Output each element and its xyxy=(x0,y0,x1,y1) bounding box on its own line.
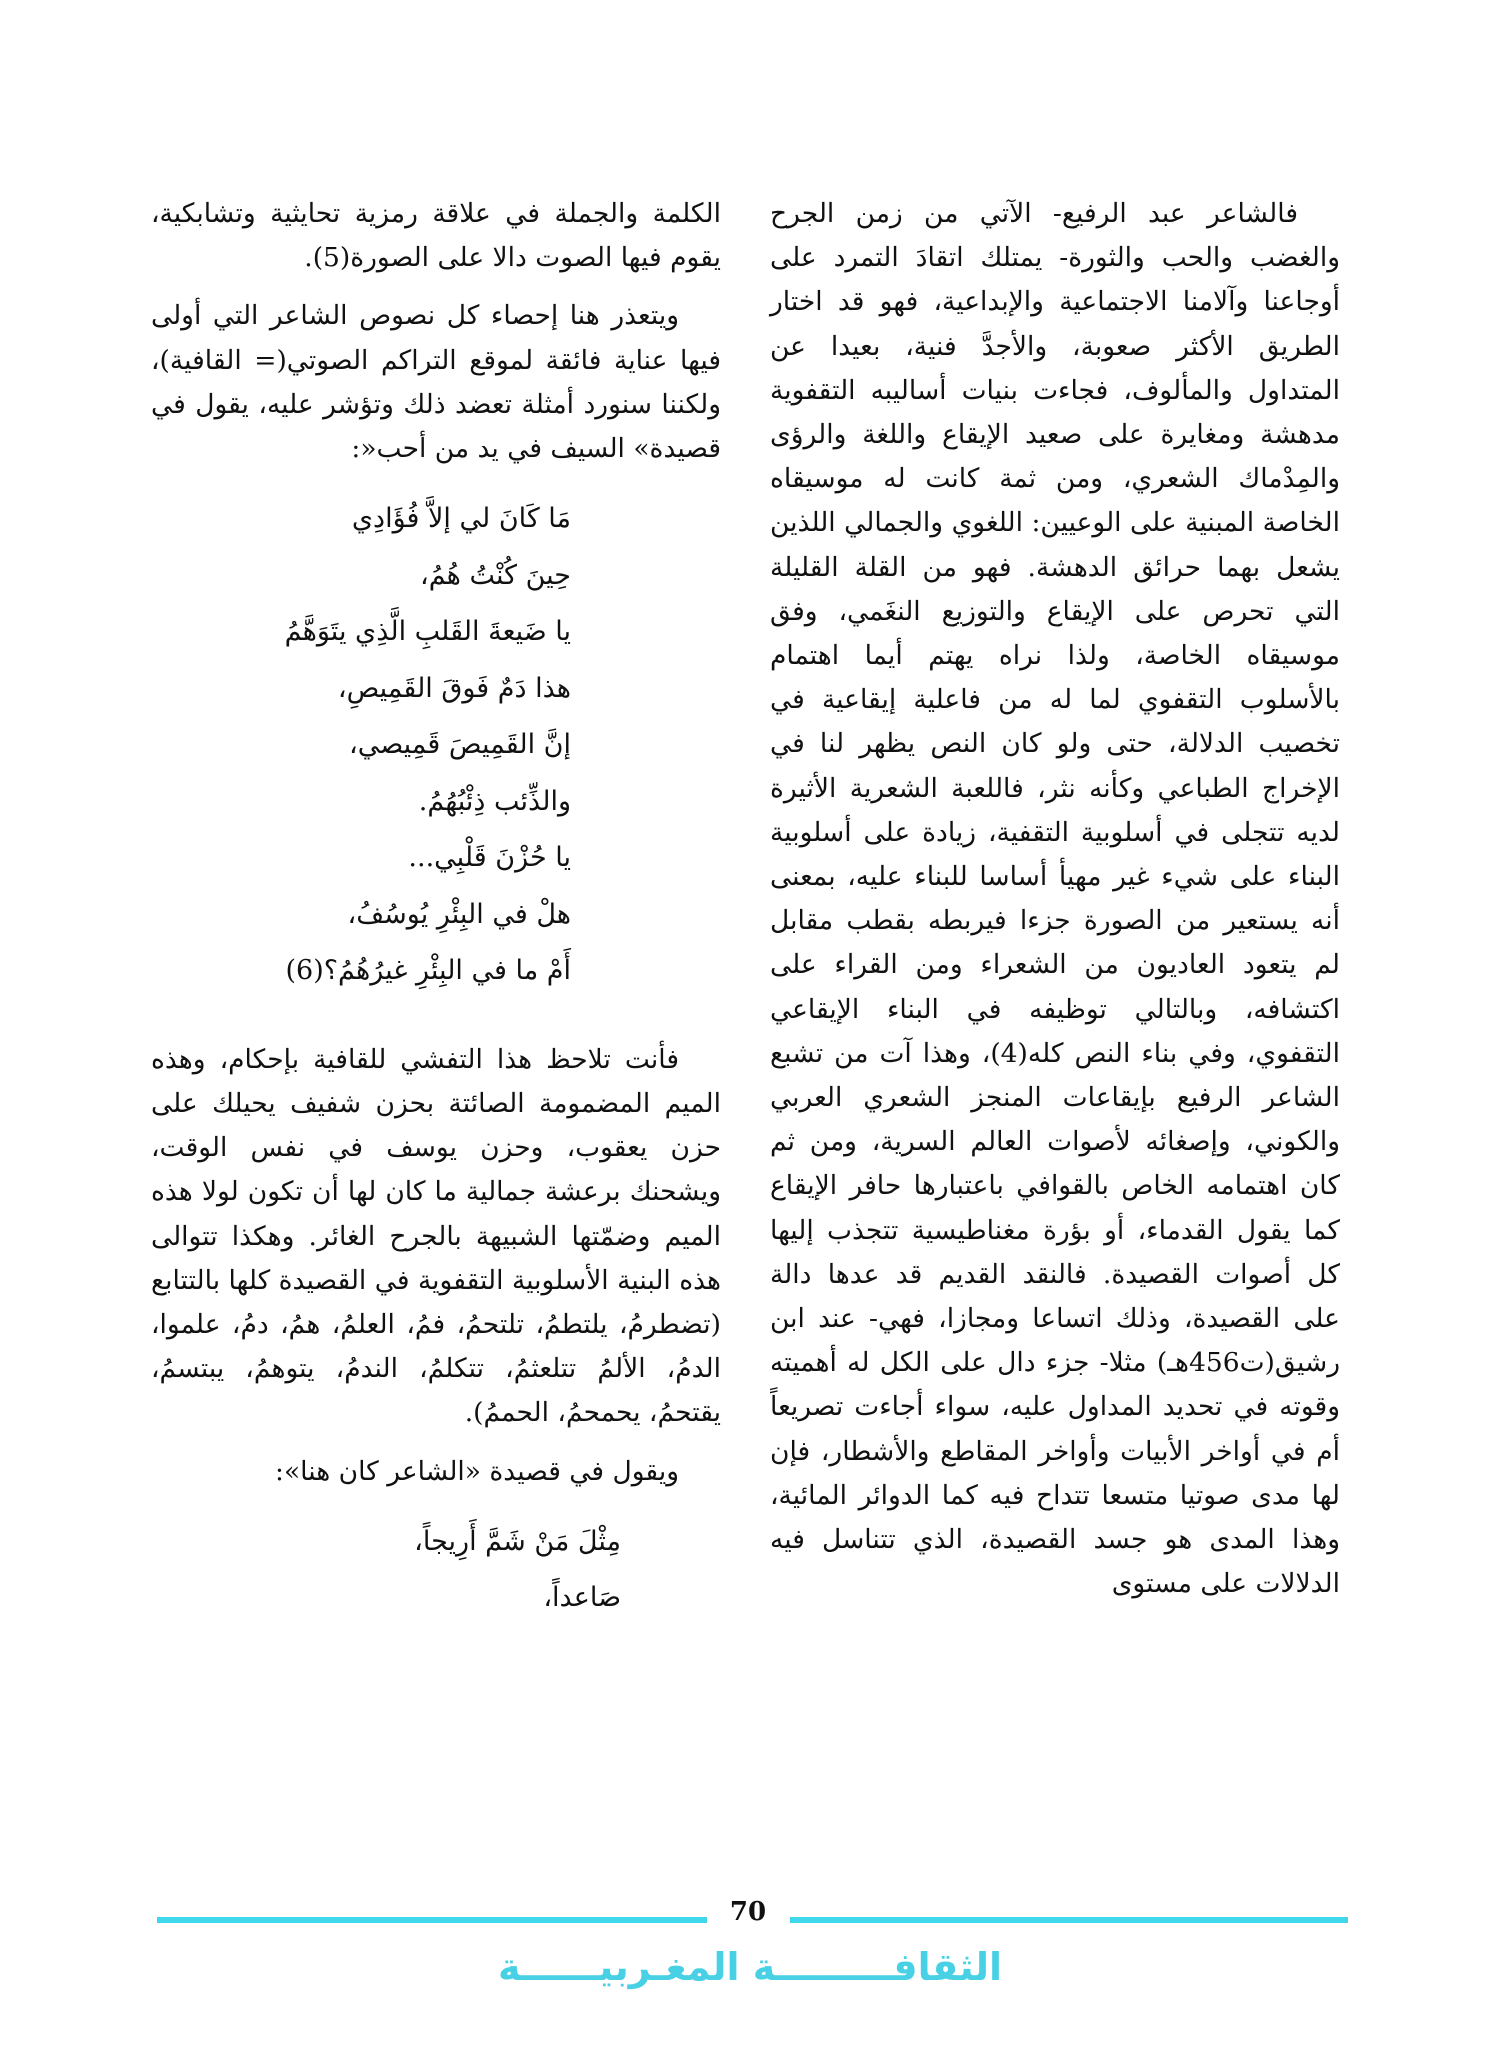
footer-divider-left xyxy=(157,1917,707,1923)
verse-line: أَمْ ما في البِئْرِ غيرُهُمُ؟(6) xyxy=(285,955,571,987)
footer-divider-right xyxy=(790,1917,1348,1923)
verse-line: مَا كَانَ لي إلاَّ فُؤَادِي xyxy=(351,503,571,535)
verse-line: يا حُزْنَ قَلْبِي... xyxy=(408,842,571,874)
right-column xyxy=(770,192,1340,1607)
right-column-paragraph: فالشاعر عبد الرفيع- الآتي من زمن الجرح والغضب والحب والثورة- يمتلك اتقادَ التمرد على أوجاعنا وآلامنا الاجتماعية والإبداعية، فهو قد اختار الطريق الأكثر صعوبة، والأجدَّ فنية، بعيدا عن المتداول والمألوف، فجاءت بنيات أساليبه التقفوية مدهشة ومغايرة على صعيد الإيقاع واللغة والرؤى والمِدْماك الشعري، ومن ثمة كانت له موسيقاه الخاصة المبنية على الوعيين: اللغوي والجمالي اللذين يشعل بهما حرائق الدهشة. فهو من القلة القليلة التي تحرص على الإيقاع والتوزيع النغَمي، وفق موسيقاه الخاصة، ولذا نراه يهتم أيما اهتمام بالأسلوب التقفوي لما له من فاعلية إيقاعية في تخصيب الدلالة، حتى ولو كان النص يظهر لنا في الإخراج الطباعي وكأنه نثر، فاللعبة الشعرية الأثيرة لديه تتجلى في أسلوبية التقفية، زيادة على أسلوبية البناء على شيء غير مهيأ أساسا للبناء عليه، بمعنى أنه يستعير من الصورة جزءا فيربطه بقطب مقابل لم يتعود العاديون من الشعراء ومن القراء على اكتشافه، وبالتالي توظيفه في البناء الإيقاعي التقفوي، وفي بناء النص كله(4)، وهذا آت من تشبع الشاعر الرفيع بإيقاعات المنجز الشعري العربي والكوني، وإصغائه لأصوات العالم السرية، ومن ثم كان اهتمامه الخاص بالقوافي باعتبارها حافر الإيقاع كما يقول القدماء، أو بؤرة مغناطيسية تتجذب إليها كل أصوات القصيدة. فالنقد القديم قد عدها دالة على القصيدة، وذلك اتساعا ومجازا، فهي- عند ابن رشيق(ت456هـ) مثلا- جزء دال على الكل له أهميته وقوته في تحديد المداول عليه، سواء أجاءت تصريعاً أم في أواخر الأبيات وأواخر المقاطع والأشطار، فإن لها مدى صوتيا متسعا تتداح فيه كما الدوائر المائية، وهذا المدى هو جسد القصيدة، الذي تتناسل فيه الدلالات على مستوى xyxy=(770,198,1340,1600)
verse-line: صَاعداً، xyxy=(543,1581,621,1613)
poem-excerpt-1 xyxy=(151,491,721,1000)
verse-line: هذا دَمٌ فَوقَ القَمِيصِ، xyxy=(337,672,571,704)
left-column-paragraph-4: ويقول في قصيدة «الشاعر كان هنا»: xyxy=(275,1455,679,1487)
verse-line: إنَّ القَمِيصَ قَمِيصي، xyxy=(348,729,571,761)
verse-line: مِثْلَ مَنْ شَمَّ أَرِيجاً، xyxy=(414,1525,621,1557)
left-column-paragraph-3: فأنت تلاحظ هذا التفشي للقافية بإحكام، وهذه الميم المضمومة الصائتة بحزن شفيف يحيلك على حزن يعقوب، وحزن يوسف في نفس الوقت، ويشحنك برعشة جمالية ما كان لها أن تكون لولا هذه الميم وضمّتها الشبيهة بالجرح الغائر. وهكذا تتوالى هذه البنية الأسلوبية التقفوية في القصيدة كلها بالتتابع (تضطرمُ، يلتطمُ، تلتحمُ، فمُ، العلمُ، همُ، دمُ، علموا، الدمُ، الألمُ تتلعثمُ، تتكلمُ، الندمُ، يتوهمُ، يبتسمُ، يقتحمُ، يحمحمُ، الحممُ). xyxy=(151,1043,721,1429)
left-column-paragraph-2: ويتعذر هنا إحصاء كل نصوص الشاعر التي أولى فيها عناية فائقة لموقع التراكم الصوتي(= القافية)، ولكننا سنورد أمثلة تعضد ذلك وتؤشر عليه، يقول في قصيدة» السيف في يد من أحب«: xyxy=(151,300,721,465)
magazine-title: الثقافـــــــــة المغـربيــــــة xyxy=(497,1945,1003,1989)
verse-line: حِينَ كُنْتُ هُمُ، xyxy=(420,559,571,591)
left-column-paragraph-1: الكلمة والجملة في علاقة رمزية تحايثية وتشابكية، يقوم فيها الصوت دالا على الصورة(5). xyxy=(151,198,721,274)
verse-line: هلْ في البِئْرِ يُوسُفُ، xyxy=(347,898,571,930)
left-column xyxy=(151,192,721,1626)
page-number: 70 xyxy=(729,1897,767,1927)
verse-line: والذِّئب ذِئْبُهُمُ. xyxy=(418,785,571,817)
verse-line: يا ضَيعةَ القَلبِ الَّذِي يتَوَهَّمُ xyxy=(284,616,571,648)
poem-excerpt-2 xyxy=(151,1514,721,1626)
